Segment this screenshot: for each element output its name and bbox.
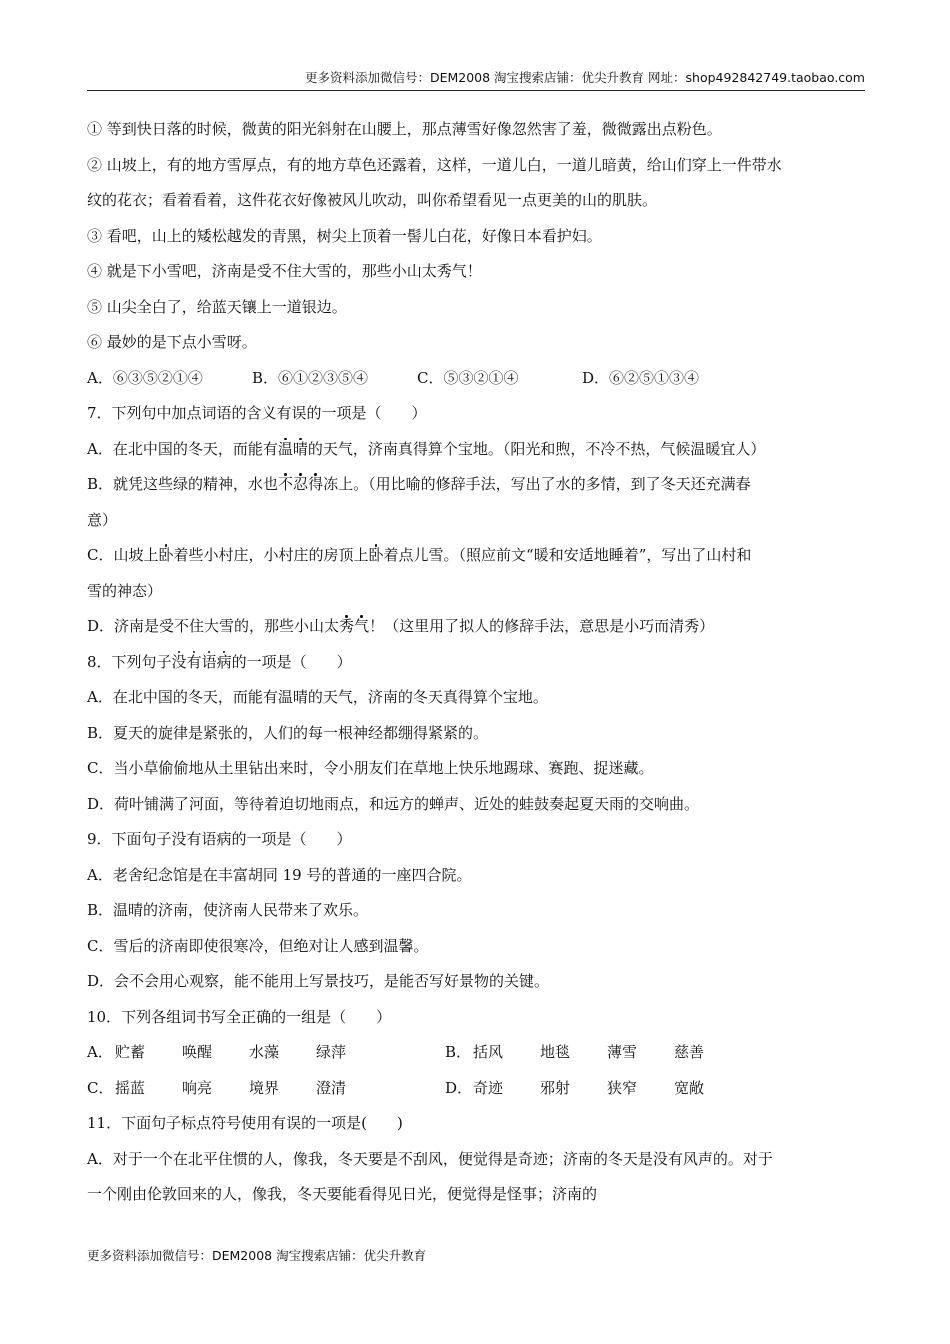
q7-b-text-post: 冻上。（用比喻的修辞手法，写出了水的多情，到了冬天还充满春 [323,475,751,493]
q7-c-text-mid: 着些小村庄，小村庄的房顶上 [173,546,369,564]
q7-stem: 7．下列句中加点词语的含义有误的一项是（ ） [87,404,427,422]
q7-c-dotted-char-1: 卧 [158,546,174,564]
q10-a-word-2: 唤醒 [182,1043,213,1061]
q9-option-a: A．老舍纪念馆是在丰富胡同 19 号的普通的一座四合院。 [87,865,472,884]
q11-stem: 11．下面句子标点符号使用有误的一项是( ) [87,1114,403,1132]
q7-option-b [87,467,865,503]
q11-option-a: A．对于一个在北平住惯的人，像我，冬天要是不刮风，便觉得是奇迹；济南的冬天是没有风声的。对于 [87,1149,773,1168]
q10-c-word-2: 响亮 [182,1078,213,1097]
q6-sentence-5: ⑤ 山尖全白了，给蓝天镶上一道银边。 [87,297,347,316]
q7-b-text-pre: B．就凭这些绿的精神，水也 [87,475,279,493]
q7-option-c-cont: 雪的神态） [87,581,163,600]
q8-dotted-char-1: 没 [171,652,187,671]
q7-a-text-pre: A．在北中国的冬天，而能有 [87,439,278,458]
q7-d-dotted-char-1: 秀 [339,617,355,635]
q8-stem-post: 的一项是（ ） [231,652,352,671]
q10-b-word-3: 薄雪 [607,1043,638,1061]
q10-c-word-3: 境界 [249,1078,280,1097]
q7-a-text-post: 的天气，济南真得算个宝地。（阳光和煦，不冷不热，气候温暖宜人） [307,439,766,458]
q8-option-b: B．夏天的旋律是紧张的，人们的每一根神经都绷得紧紧的。 [87,723,489,742]
q7-option-d [87,609,865,645]
q7-b-dotted-char-2: 忍 [293,475,309,493]
q10-label-d: D． [445,1078,473,1097]
q10-stem: 10．下列各组词书写全正确的一组是（ ） [87,1007,392,1026]
q6-sentence-2: ② 山坡上，有的地方雪厚点，有的地方草色还露着，这样，一道儿白，一道儿暗黄，给山们穿上一件带水 [87,155,782,174]
q7-c-text-post: 着点儿雪。（照应前文“暖和安适地睡着”，写出了山村和 [383,546,752,564]
q6-sentence-3: ③ 看吧，山上的矮松越发的青黑，树尖上顶着一髻儿白花，好像日本看护妇。 [87,226,602,245]
q6-options [87,361,865,397]
q7-option-b-cont: 意） [87,510,118,529]
page-header: 更多资料添加微信号：DEM2008 淘宝搜索店铺：优尖升教育 网址：shop492842749.taobao.com [87,68,865,91]
q7-option-a [87,432,865,468]
q6-option-a: A．⑥③⑤②①④ [87,368,203,387]
q8-option-d: D．荷叶铺满了河面，等待着迫切地雨点，和远方的蝉声、近处的蛙鼓奏起夏天雨的交响曲。 [87,794,700,813]
q8-dotted-char-2: 有 [186,652,202,671]
q6-option-b: B．⑥①②③⑤④ [252,368,369,387]
q6-option-c: C．⑤③②①④ [417,368,519,387]
q7-b-dotted-char-3: 得 [308,475,324,493]
q10-c-word-4: 澄清 [316,1078,347,1097]
page-footer: 更多资料添加微信号：DEM2008 淘宝搜索店铺：优尖升教育 [87,1248,427,1263]
q9-option-d: D．会不会用心观察，能不能用上写景技巧，是能否写好景物的关键。 [87,972,550,990]
q8-dotted-char-3: 语 [201,652,217,671]
q6-option-d: D．⑥②⑤①③④ [582,368,700,387]
q8-dotted-char-4: 病 [216,652,232,671]
q9-option-c: C．雪后的济南即使很寒冷，但绝对让人感到温馨。 [87,936,429,955]
q10-a-word-4: 绿萍 [316,1043,347,1061]
q8-option-c: C．当小草偷偷地从土里钻出来时，令小朋友们在草地上快乐地踢球、赛跑、捉迷藏。 [87,759,654,777]
q7-d-dotted-char-2: 气 [354,617,370,635]
q10-d-word-1: 奇迹 [473,1078,504,1097]
q7-d-text-post: ！（这里用了拟人的修辞手法，意思是小巧而清秀） [369,617,715,635]
q6-sentence-1: ① 等到快日落的时候，微黄的阳光斜射在山腰上，那点薄雪好像忽然害了羞，微微露出点粉色。 [87,120,722,138]
q7-option-c [87,538,865,574]
q10-d-word-3: 狭窄 [607,1078,638,1097]
q11-option-a-cont: 一个刚由伦敦回来的人，像我，冬天要能看得见日光，便觉得是怪事；济南的 [87,1185,598,1203]
document-body [87,112,865,1213]
q10-b-word-4: 慈善 [674,1043,705,1061]
q8-option-a: A．在北中国的冬天，而能有温晴的天气，济南的冬天真得算个宝地。 [87,688,548,706]
q10-label-b: B． [445,1043,472,1061]
q6-sentence-6: ⑥ 最妙的是下点小雪呀。 [87,333,257,351]
q10-row-cd [87,1071,865,1107]
q7-c-dotted-char-2: 卧 [368,546,384,564]
q8-stem-pre: 8．下列句子 [87,652,172,671]
q10-b-word-2: 地毯 [540,1043,571,1061]
q10-c-word-1: 摇蓝 [115,1078,146,1097]
q10-label-a: A． [87,1043,113,1061]
q9-stem: 9．下面句子没有语病的一项是（ ） [87,830,352,848]
q10-a-word-3: 水藻 [249,1043,280,1061]
q6-sentence-2-cont: 纹的花衣；看着看着，这件花衣好像被风儿吹动，叫你希望看见一点更美的山的肌肤。 [87,191,658,209]
q7-c-text-pre: C．山坡上 [87,546,159,564]
q7-b-dotted-char-1: 不 [278,475,294,493]
q10-d-word-4: 宽敞 [674,1078,705,1097]
q7-a-dotted-char-1: 温 [277,439,293,458]
q6-sentence-4: ④ 就是下小雪吧，济南是受不住大雪的，那些小山太秀气！ [87,262,482,280]
q8-stem [87,645,865,681]
q10-d-word-2: 邪射 [540,1078,571,1097]
q7-a-dotted-char-2: 晴 [292,439,308,458]
q10-row-ab [87,1035,865,1071]
q10-b-word-1: 括风 [473,1043,504,1061]
q9-option-b: B．温晴的济南，使济南人民带来了欢乐。 [87,901,369,919]
q10-a-word-1: 贮蓄 [115,1043,146,1061]
q10-label-c: C． [87,1078,114,1097]
q7-d-text-pre: D．济南是受不住大雪的，那些小山太 [87,617,340,635]
